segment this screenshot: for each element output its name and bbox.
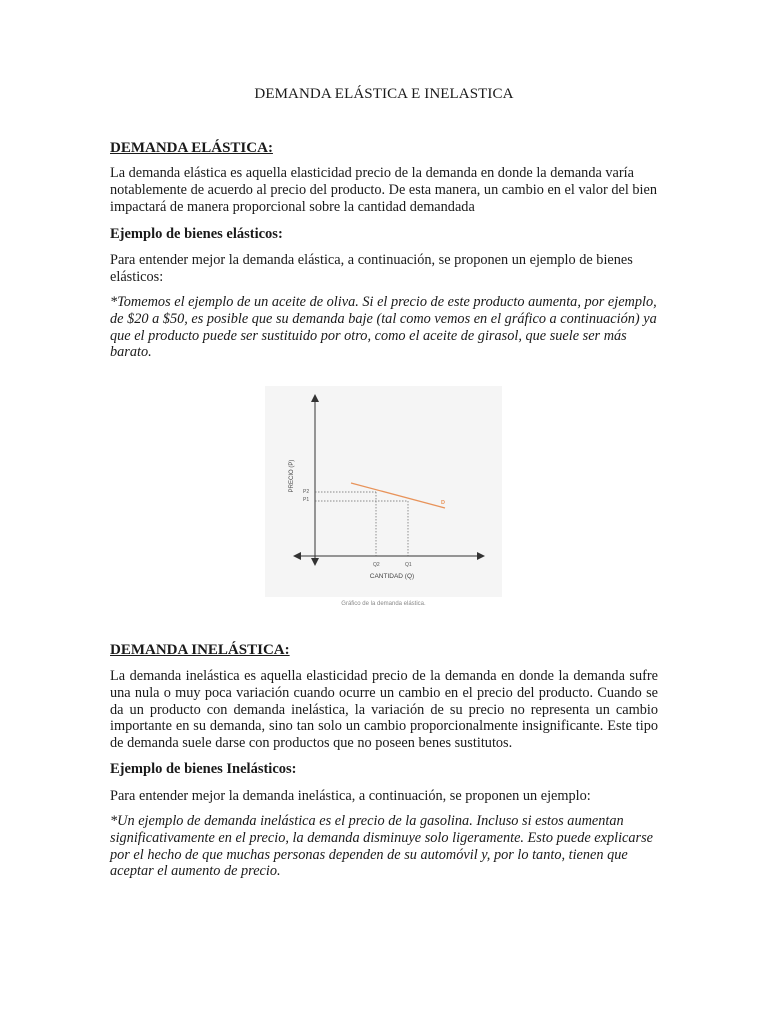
elastic-demand-chart <box>265 386 502 597</box>
y-tick-p2: P2 <box>303 489 310 495</box>
figure-caption: Gráfico de la demanda elástica. <box>341 601 426 607</box>
example-heading-inelasticos: Ejemplo de bienes Inelásticos: <box>110 761 297 777</box>
x-tick-q2: Q2 <box>373 562 380 568</box>
demand-line-label: D <box>441 500 445 506</box>
example-heading-elasticos: Ejemplo de bienes elásticos: <box>110 226 283 242</box>
paragraph-elastica: La demanda elástica es aquella elasticidad precio de la demanda en donde la demanda varía notablemente de acuerdo al precio del producto. De esta manera, un cambio en el valor del bien impactará de manera proporcional sobre la cantidad demandada <box>110 165 658 215</box>
example-text-elasticos: *Tomemos el ejemplo de un aceite de oliva. Si el precio de este producto aumenta, por ejemplo, de $20 a $50, es posible que su demanda baje (tal como vemos en el gráfico a continuación) ya que el producto puede ser sustituido por otro, como el aceite de girasol, que suele ser más barato. <box>110 294 657 361</box>
x-axis-arrow-left <box>293 552 301 560</box>
section-heading-inelastica: DEMANDA INELÁSTICA: <box>110 642 290 658</box>
example-text-inelasticos: *Un ejemplo de demanda inelástica es el precio de la gasolina. Incluso si estos aumentan significativamente en el precio, la demanda disminuye solo ligeramente. Esto puede explicarse por el hecho de que muchas personas dependen de su automóvil y, por lo tanto, tienen que aceptar el aumento de precio. <box>110 813 654 880</box>
paragraph-inelastica: La demanda inelástica es aquella elasticidad precio de la demanda en donde la demanda sufre una nula o muy poca variación cuando ocurre un cambio en el precio del producto. Cuando se da un producto con demanda inelástica, la variación de su precio no representa un cambio importante en su demanda, sino tan solo un cambio proporcionalmente insignificante. Este tipo de demanda suele darse con productos que no poseen benes sustitutos. <box>110 668 658 752</box>
y-axis-label: PRECIO (P) <box>289 459 295 493</box>
section-heading-elastica: DEMANDA ELÁSTICA: <box>110 140 273 156</box>
x-tick-q1: Q1 <box>405 562 412 568</box>
demand-line <box>351 483 445 508</box>
chart-svg <box>265 386 502 597</box>
y-tick-p1: P1 <box>303 497 310 503</box>
example-intro-inelasticos: Para entender mejor la demanda inelástica, a continuación, se proponen un ejemplo: <box>110 788 591 804</box>
x-axis-arrow-right <box>477 552 485 560</box>
x-axis-label: CANTIDAD (Q) <box>369 573 415 580</box>
document-title: DEMANDA ELÁSTICA E INELASTICA <box>254 86 514 102</box>
y-axis-arrow-top <box>311 394 319 402</box>
y-axis-arrow-bottom <box>311 558 319 566</box>
example-intro-elasticos: Para entender mejor la demanda elástica, a continuación, se proponen un ejemplo de bienes elásticos: <box>110 252 633 285</box>
